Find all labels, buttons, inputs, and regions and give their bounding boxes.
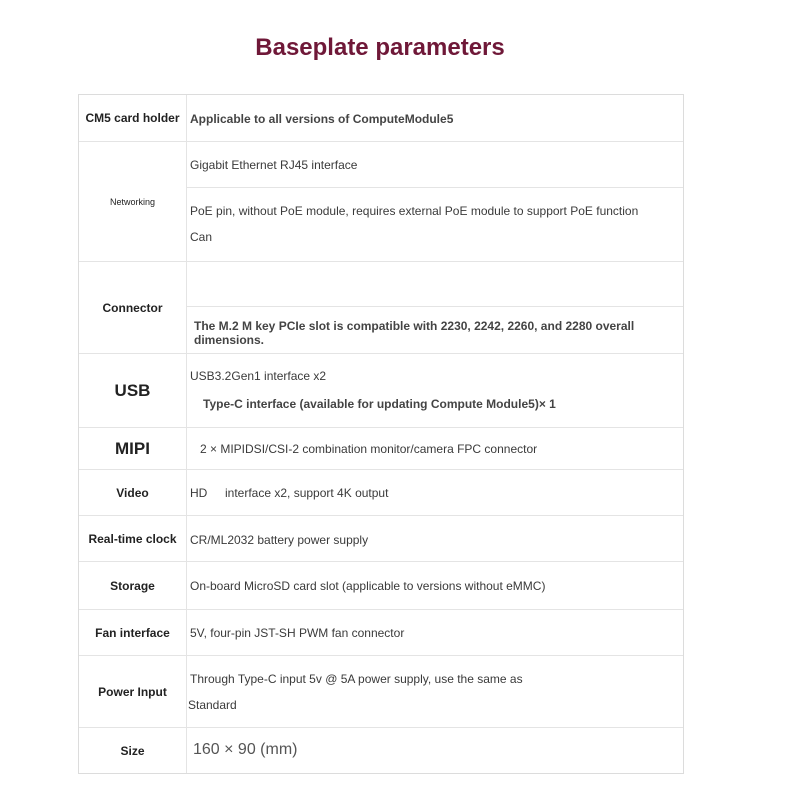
row-label-video: Video xyxy=(79,470,187,515)
table-row-usb xyxy=(79,353,683,427)
row-label-usb: USB xyxy=(79,354,187,427)
table-row-real-time-clock xyxy=(79,515,683,561)
row-label-power-input: Power Input xyxy=(79,656,187,727)
table-row-power-input xyxy=(79,655,683,727)
table-row-mipi xyxy=(79,427,683,469)
size-value: 160 × 90 (mm) xyxy=(193,741,298,758)
networking-divider xyxy=(187,187,683,188)
fan-value: 5V, four-pin JST-SH PWM fan connector xyxy=(190,626,405,640)
table-row-fan-interface xyxy=(79,609,683,655)
table-row-connector xyxy=(79,261,683,353)
poe-value: PoE pin, without PoE module, requires external PoE module to support PoE function xyxy=(190,204,639,218)
power-value: Through Type-C input 5v @ 5A power supply, use the same as xyxy=(190,672,523,686)
row-label-networking: Networking xyxy=(79,142,187,261)
table-row-video xyxy=(79,469,683,515)
page-title: Baseplate parameters xyxy=(255,34,505,61)
connector-divider xyxy=(187,306,683,307)
video-hd-value: HD xyxy=(190,486,208,500)
row-label-storage: Storage xyxy=(79,562,187,609)
m2-slot-value: The M.2 M key PCIe slot is compatible with 2230, 2242, 2260, and 2280 overall dimensions. xyxy=(194,319,635,347)
table-row-storage xyxy=(79,561,683,609)
mipi-value: 2 × MIPIDSI/CSI-2 combination monitor/camera FPC connector xyxy=(200,442,538,456)
power-standard-value: Standard xyxy=(188,698,237,712)
row-label-connector: Connector xyxy=(79,262,187,353)
row-label-mipi: MIPI xyxy=(79,428,187,469)
table-row-networking xyxy=(79,141,683,261)
ethernet-value: Gigabit Ethernet RJ45 interface xyxy=(190,158,358,172)
table-row-size xyxy=(79,727,683,773)
row-label-real-time-clock: Real-time clock xyxy=(79,516,187,561)
parameters-table xyxy=(78,94,684,774)
rtc-value: CR/ML2032 battery power supply xyxy=(190,533,369,547)
usb3-value: USB3.2Gen1 interface x2 xyxy=(190,369,327,383)
cm5-compatibility-value: Applicable to all versions of ComputeModule5 xyxy=(190,112,454,126)
video-interface-value: interface x2, support 4K output xyxy=(225,486,389,500)
can-value: Can xyxy=(190,230,213,244)
usb-typec-value: Type-C interface (available for updating Compute Module5)× 1 xyxy=(203,397,556,411)
row-label-size: Size xyxy=(79,728,187,773)
row-label-cm5-card-holder: CM5 card holder xyxy=(79,95,187,141)
row-label-fan-interface: Fan interface xyxy=(79,610,187,655)
storage-value: On-board MicroSD card slot (applicable to versions without eMMC) xyxy=(190,579,546,593)
table-row-cm5-card-holder xyxy=(79,95,683,141)
